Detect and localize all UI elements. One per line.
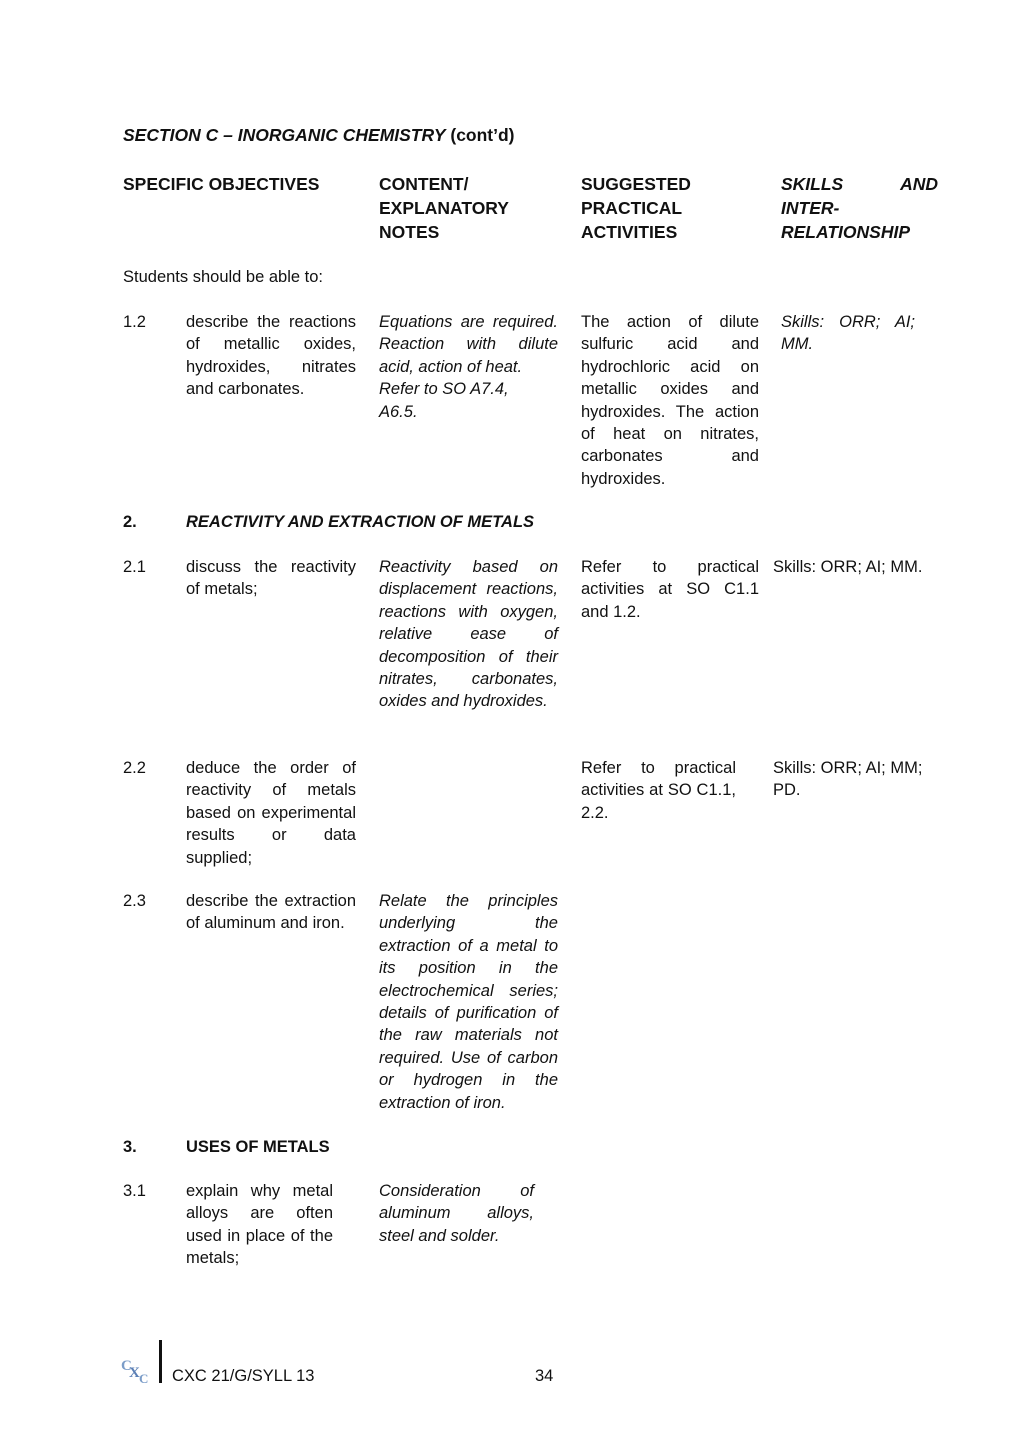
activity-2-1: Refer to practical activities at SO C1.1 and 1.2. — [581, 558, 759, 621]
header-specific-objectives: SPECIFIC OBJECTIVES — [123, 174, 320, 194]
row-number-2-3: 2.3 — [123, 892, 146, 910]
objective-2-3: describe the extraction of aluminum and iron. — [186, 892, 356, 933]
content-2-3: Relate the principles underlying the extraction of a metal to its position in the electrochemical series; details of purification of the raw materials not required. Use of carbon or hydrogen in the extraction of iron. — [379, 892, 558, 1112]
content-1-2 — [379, 311, 558, 423]
section-2-title: REACTIVITY AND EXTRACTION OF METALS — [186, 513, 535, 531]
row-number-2-1: 2.1 — [123, 558, 146, 576]
footer-syllabus-code: CXC 21/G/SYLL 13 — [172, 1367, 315, 1385]
activity-1-2: The action of dilute sulfuric acid and hydrochloric acid on metallic oxides and hydroxides. The action of heat on nitrates, carbonates and hydroxides. — [581, 313, 759, 488]
header-content-notes: CONTENT/ EXPLANATORY NOTES — [379, 174, 509, 242]
cxc-logo-letter-x: X — [129, 1365, 140, 1381]
content-1-2-ref: Refer to SO A7.4, A6.5. — [379, 380, 509, 421]
footer-page-number: 34 — [535, 1367, 554, 1385]
footer-divider — [159, 1340, 162, 1383]
objective-3-1: explain why metal alloys are often used in place of the metals; — [186, 1182, 333, 1268]
section-3-title: USES OF METALS — [186, 1138, 330, 1156]
content-3-1: Consideration of aluminum alloys, steel and solder. — [379, 1182, 534, 1245]
cxc-logo-letter-c: C — [121, 1358, 132, 1374]
section-2-number: 2. — [123, 513, 137, 531]
skills-2-2: Skills: ORR; AI; MM; PD. — [773, 759, 923, 800]
cxc-logo — [120, 1355, 156, 1385]
row-number-3-1: 3.1 — [123, 1182, 146, 1200]
section-title-main: SECTION C – INORGANIC CHEMISTRY — [123, 125, 446, 145]
intro-text: Students should be able to: — [123, 268, 323, 286]
header-skills: SKILLS AND INTER-RELATIONSHIP — [781, 174, 938, 242]
activity-2-2: Refer to practical activities at SO C1.1, 2.2. — [581, 759, 736, 822]
objective-1-2: describe the reactions of metallic oxides, hydroxides, nitrates and carbonates. — [186, 313, 356, 399]
content-1-2-text: Equations are required. Reaction with dilute acid, action of heat. — [379, 313, 558, 376]
cxc-logo-letter-c2: C — [139, 1371, 149, 1385]
header-suggested-activities: SUGGESTED PRACTICAL ACTIVITIES — [581, 174, 691, 242]
section-title-suffix: (cont’d) — [445, 125, 515, 145]
skills-2-1: Skills: ORR; AI; MM. — [773, 558, 923, 576]
section-title — [123, 123, 515, 147]
content-2-1: Reactivity based on displacement reactions, reactions with oxygen, relative ease of decomposition of their nitrates, carbonates, oxides and hydroxides. — [379, 558, 558, 711]
row-number-1-2: 1.2 — [123, 313, 146, 331]
objective-2-1: discuss the reactivity of metals; — [186, 558, 356, 599]
objective-2-2: deduce the order of reactivity of metals based on experimental results or data supplied; — [186, 759, 356, 867]
row-number-2-2: 2.2 — [123, 759, 146, 777]
skills-1-2: Skills: ORR; AI; MM. — [781, 313, 915, 354]
section-3-number: 3. — [123, 1138, 137, 1156]
